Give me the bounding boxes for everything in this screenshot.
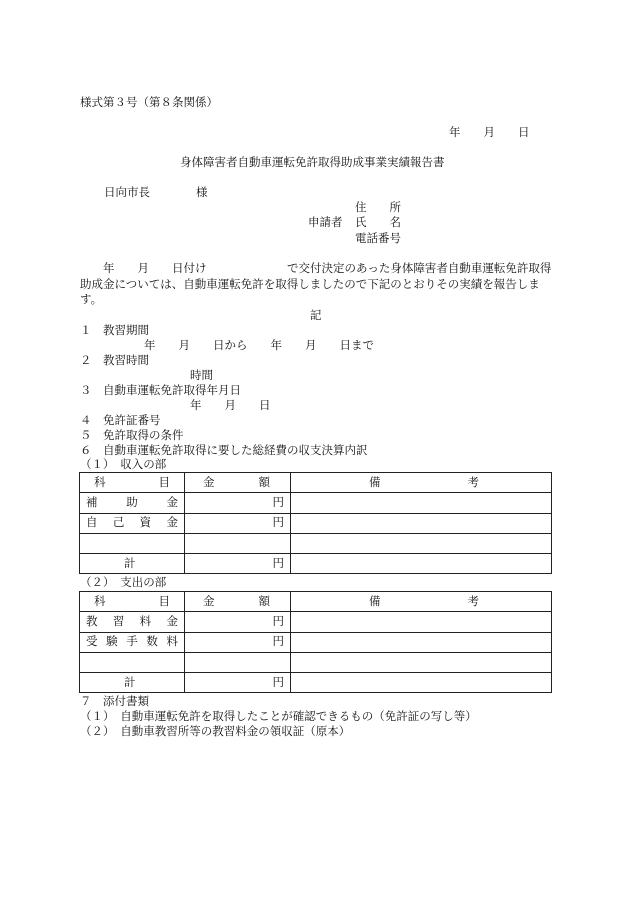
total-remarks-cell[interactable] (291, 554, 552, 574)
subject-cell: 自 己 資 金 (80, 513, 185, 533)
table-header-row (80, 473, 552, 493)
item-2: ２ 教習時間 (80, 353, 149, 367)
amount-cell[interactable]: 円 (185, 612, 291, 632)
attachments-heading: ７ 添付書類 (80, 694, 149, 708)
applicant-address-label: 住 所 (355, 200, 401, 214)
amount-cell[interactable]: 円 (185, 513, 291, 533)
amount-cell[interactable]: 円 (185, 493, 291, 513)
total-remarks-cell[interactable] (291, 673, 552, 693)
income-table (79, 472, 552, 574)
subject-cell: 補 助 金 (80, 493, 185, 513)
addressee: 日向市長 様 (104, 185, 208, 199)
subject-header: 科 目 (80, 473, 185, 493)
subject-cell: 教 習 料 金 (80, 612, 185, 632)
remarks-cell[interactable] (291, 632, 552, 652)
amount-header: 金 額 (185, 592, 291, 612)
item-3: ３ 自動車運転免許取得年月日 (80, 383, 241, 397)
item-5: ５ 免許取得の条件 (80, 428, 184, 442)
remarks-cell[interactable] (291, 493, 552, 513)
body-paragraph: 年 月 日付け で交付決定のあった身体障害者自動車運転免許取得助成金については、自動車運転免許を取得しましたので下記のとおりその実績を報告します。 (80, 261, 552, 306)
expense-caption: （２） 支出の部 (80, 575, 167, 589)
table-row (80, 533, 552, 553)
expense-table (79, 591, 552, 693)
item-1-detail: 年 月 日から 年 月 日まで (144, 338, 374, 352)
table-header-row (80, 592, 552, 612)
item-3-detail: 年 月 日 (190, 398, 271, 412)
item-6: ６ 自動車運転免許取得に要した総経費の収支決算内訳 (80, 443, 368, 457)
table-row (80, 493, 552, 513)
remarks-cell[interactable] (291, 533, 552, 553)
ki-label: 記 (310, 308, 322, 322)
remarks-cell[interactable] (291, 513, 552, 533)
remarks-header: 備 考 (291, 592, 552, 612)
subject-header: 科 目 (80, 592, 185, 612)
subject-cell: 受 験 手 数 料 (80, 632, 185, 652)
table-row (80, 612, 552, 632)
applicant-phone-label: 電話番号 (355, 231, 401, 245)
income-caption: （１） 収入の部 (80, 457, 167, 471)
subject-cell[interactable] (80, 533, 185, 553)
item-2-detail: 時間 (190, 368, 213, 382)
table-total-row (80, 554, 552, 574)
table-row (80, 652, 552, 672)
remarks-header: 備 考 (291, 473, 552, 493)
table-row (80, 632, 552, 652)
form-number: 様式第３号（第８条関係） (80, 95, 218, 109)
total-amount-cell[interactable]: 円 (185, 554, 291, 574)
table-total-row (80, 673, 552, 693)
remarks-cell[interactable] (291, 652, 552, 672)
attachment-item-2: （２） 自動車教習所等の教習料金の領収証（原本） (80, 724, 351, 738)
table-row (80, 513, 552, 533)
amount-cell[interactable] (185, 652, 291, 672)
amount-cell[interactable]: 円 (185, 632, 291, 652)
subject-cell[interactable] (80, 652, 185, 672)
item-4: ４ 免許証番号 (80, 413, 161, 427)
applicant-name-label: 氏 名 (355, 215, 401, 229)
total-amount-cell[interactable]: 円 (185, 673, 291, 693)
total-label-cell: 計 (80, 673, 185, 693)
amount-cell[interactable] (185, 533, 291, 553)
attachment-item-1: （１） 自動車運転免許を取得したことが確認できるもの（免許証の写し等） (80, 709, 477, 723)
remarks-cell[interactable] (291, 612, 552, 632)
amount-header: 金 額 (185, 473, 291, 493)
total-label-cell: 計 (80, 554, 185, 574)
date-line: 年 月 日 (449, 125, 530, 139)
document-title: 身体障害者自動車運転免許取得助成事業実績報告書 (180, 155, 445, 169)
item-1: １ 教習期間 (80, 323, 149, 337)
applicant-role-label: 申請者 (308, 215, 343, 229)
